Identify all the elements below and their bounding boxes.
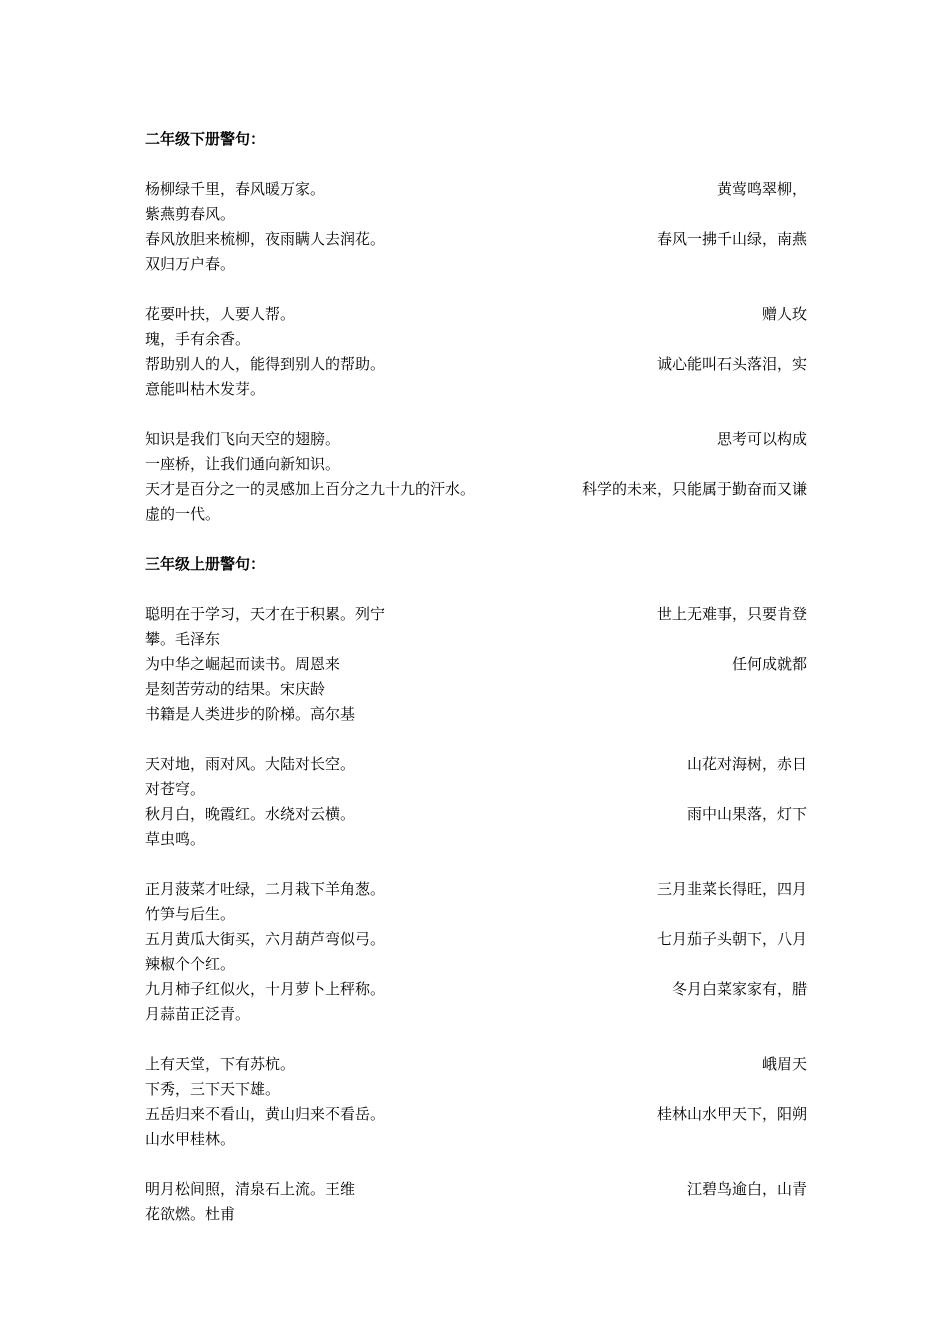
line-left-text: 对苍穹。: [145, 780, 206, 798]
line-left-text: 为中华之崛起而读书。周恩来: [145, 655, 341, 673]
line-right-text: 黄莺鸣翠柳，: [716, 180, 807, 198]
line-right-text: 思考可以构成: [716, 430, 807, 448]
text-line: [145, 1127, 807, 1152]
text-line: [145, 252, 807, 277]
blank-line: [145, 1027, 807, 1052]
line-left-text: 聪明在于学习，天才在于积累。列宁: [145, 605, 386, 623]
line-left-text: 草虫鸣。: [145, 830, 206, 848]
line-right-text: 七月茄子头朝下，八月: [656, 930, 807, 948]
line-left-text: 花欲燃。杜甫: [145, 1205, 236, 1223]
blank-line: [145, 1152, 807, 1177]
line-left-text: 山水甲桂林。: [145, 1130, 236, 1148]
blank-line: [145, 527, 807, 552]
text-line: [145, 502, 807, 527]
text-line: [145, 977, 807, 1002]
text-line: [145, 927, 807, 952]
line-left-text: 意能叫枯木发芽。: [145, 380, 266, 398]
text-line: [145, 702, 807, 727]
text-line: [145, 177, 807, 202]
text-line: [145, 1102, 807, 1127]
line-right-text: 春风一拂千山绿，南燕: [656, 230, 807, 248]
line-right-text: 峨眉天: [761, 1055, 807, 1073]
text-line: [145, 952, 807, 977]
text-line: [145, 877, 807, 902]
text-line: [145, 602, 807, 627]
text-line: [145, 227, 807, 252]
line-right-text: 江碧鸟逾白，山青: [686, 1180, 807, 1198]
line-left-text: 五月黄瓜大街买，六月葫芦弯似弓。: [145, 930, 386, 948]
text-line: [145, 677, 807, 702]
text-line: [145, 827, 807, 852]
line-left-text: 是刻苦劳动的结果。宋庆龄: [145, 680, 326, 698]
line-left-text: 下秀，三下天下雄。: [145, 1080, 281, 1098]
section-heading: 二年级下册警句：: [145, 130, 266, 148]
line-right-text: 桂林山水甲天下，阳朔: [656, 1105, 807, 1123]
line-left-text: 紫燕剪春风。: [145, 205, 236, 223]
text-line: [145, 652, 807, 677]
document-body: [145, 127, 807, 1252]
text-line: [145, 452, 807, 477]
blank-line: [145, 402, 807, 427]
line-right-text: 山花对海树，赤日: [686, 755, 807, 773]
line-right-text: 赠人玫: [761, 305, 807, 323]
line-left-text: 明月松间照，清泉石上流。王维: [145, 1180, 356, 1198]
line-left-text: 九月柿子红似火，十月萝卜上秤称。: [145, 980, 386, 998]
line-right-text: 任何成就都: [731, 655, 807, 673]
line-right-text: 科学的未来，只能属于勤奋而又谦: [581, 480, 807, 498]
line-left-text: 竹笋与后生。: [145, 905, 236, 923]
blank-line: [145, 1227, 807, 1252]
line-right-text: 诚心能叫石头落泪，实: [656, 355, 807, 373]
text-line: [145, 1077, 807, 1102]
line-left-text: 书籍是人类进步的阶梯。高尔基: [145, 705, 356, 723]
text-line: [145, 377, 807, 402]
text-line: [145, 777, 807, 802]
blank-line: [145, 852, 807, 877]
line-right-text: 雨中山果落，灯下: [686, 805, 807, 823]
line-left-text: 秋月白，晚霞红。水绕对云横。: [145, 805, 356, 823]
text-line: [145, 1177, 807, 1202]
line-left-text: 双归万户春。: [145, 255, 236, 273]
line-left-text: 攀。毛泽东: [145, 630, 221, 648]
line-left-text: 正月菠菜才吐绿，二月栽下羊角葱。: [145, 880, 386, 898]
blank-line: [145, 277, 807, 302]
text-line: [145, 352, 807, 377]
line-left-text: 五岳归来不看山，黄山归来不看岳。: [145, 1105, 386, 1123]
text-line: [145, 327, 807, 352]
line-left-text: 瑰，手有余香。: [145, 330, 251, 348]
line-left-text: 春风放胆来梳柳，夜雨瞒人去润花。: [145, 230, 386, 248]
text-line: [145, 1002, 807, 1027]
line-right-text: 世上无难事，只要肯登: [656, 605, 807, 623]
line-right-text: 冬月白菜家家有，腊: [671, 980, 807, 998]
line-left-text: 天才是百分之一的灵感加上百分之九十九的汗水。: [145, 480, 476, 498]
blank-line: [145, 152, 807, 177]
line-left-text: 月蒜苗正泛青。: [145, 1005, 251, 1023]
text-line: [145, 427, 807, 452]
blank-line: [145, 727, 807, 752]
blank-line: [145, 577, 807, 602]
line-left-text: 花要叶扶，人要人帮。: [145, 305, 296, 323]
line-left-text: 辣椒个个红。: [145, 955, 236, 973]
text-line: [145, 302, 807, 327]
line-right-text: 三月韭菜长得旺，四月: [656, 880, 807, 898]
line-left-text: 虚的一代。: [145, 505, 221, 523]
line-left-text: 上有天堂，下有苏杭。: [145, 1055, 296, 1073]
text-line: [145, 627, 807, 652]
text-line: [145, 202, 807, 227]
text-line: [145, 1202, 807, 1227]
line-left-text: 帮助别人的人，能得到别人的帮助。: [145, 355, 386, 373]
line-left-text: 杨柳绿千里，春风暖万家。: [145, 180, 326, 198]
section-heading: 三年级上册警句：: [145, 555, 266, 573]
text-line: [145, 477, 807, 502]
line-left-text: 一座桥，让我们通向新知识。: [145, 455, 341, 473]
line-left-text: 知识是我们飞向天空的翅膀。: [145, 430, 341, 448]
line-left-text: 天对地，雨对风。大陆对长空。: [145, 755, 356, 773]
text-line: [145, 1052, 807, 1077]
text-line: [145, 902, 807, 927]
text-line: [145, 802, 807, 827]
text-line: [145, 752, 807, 777]
